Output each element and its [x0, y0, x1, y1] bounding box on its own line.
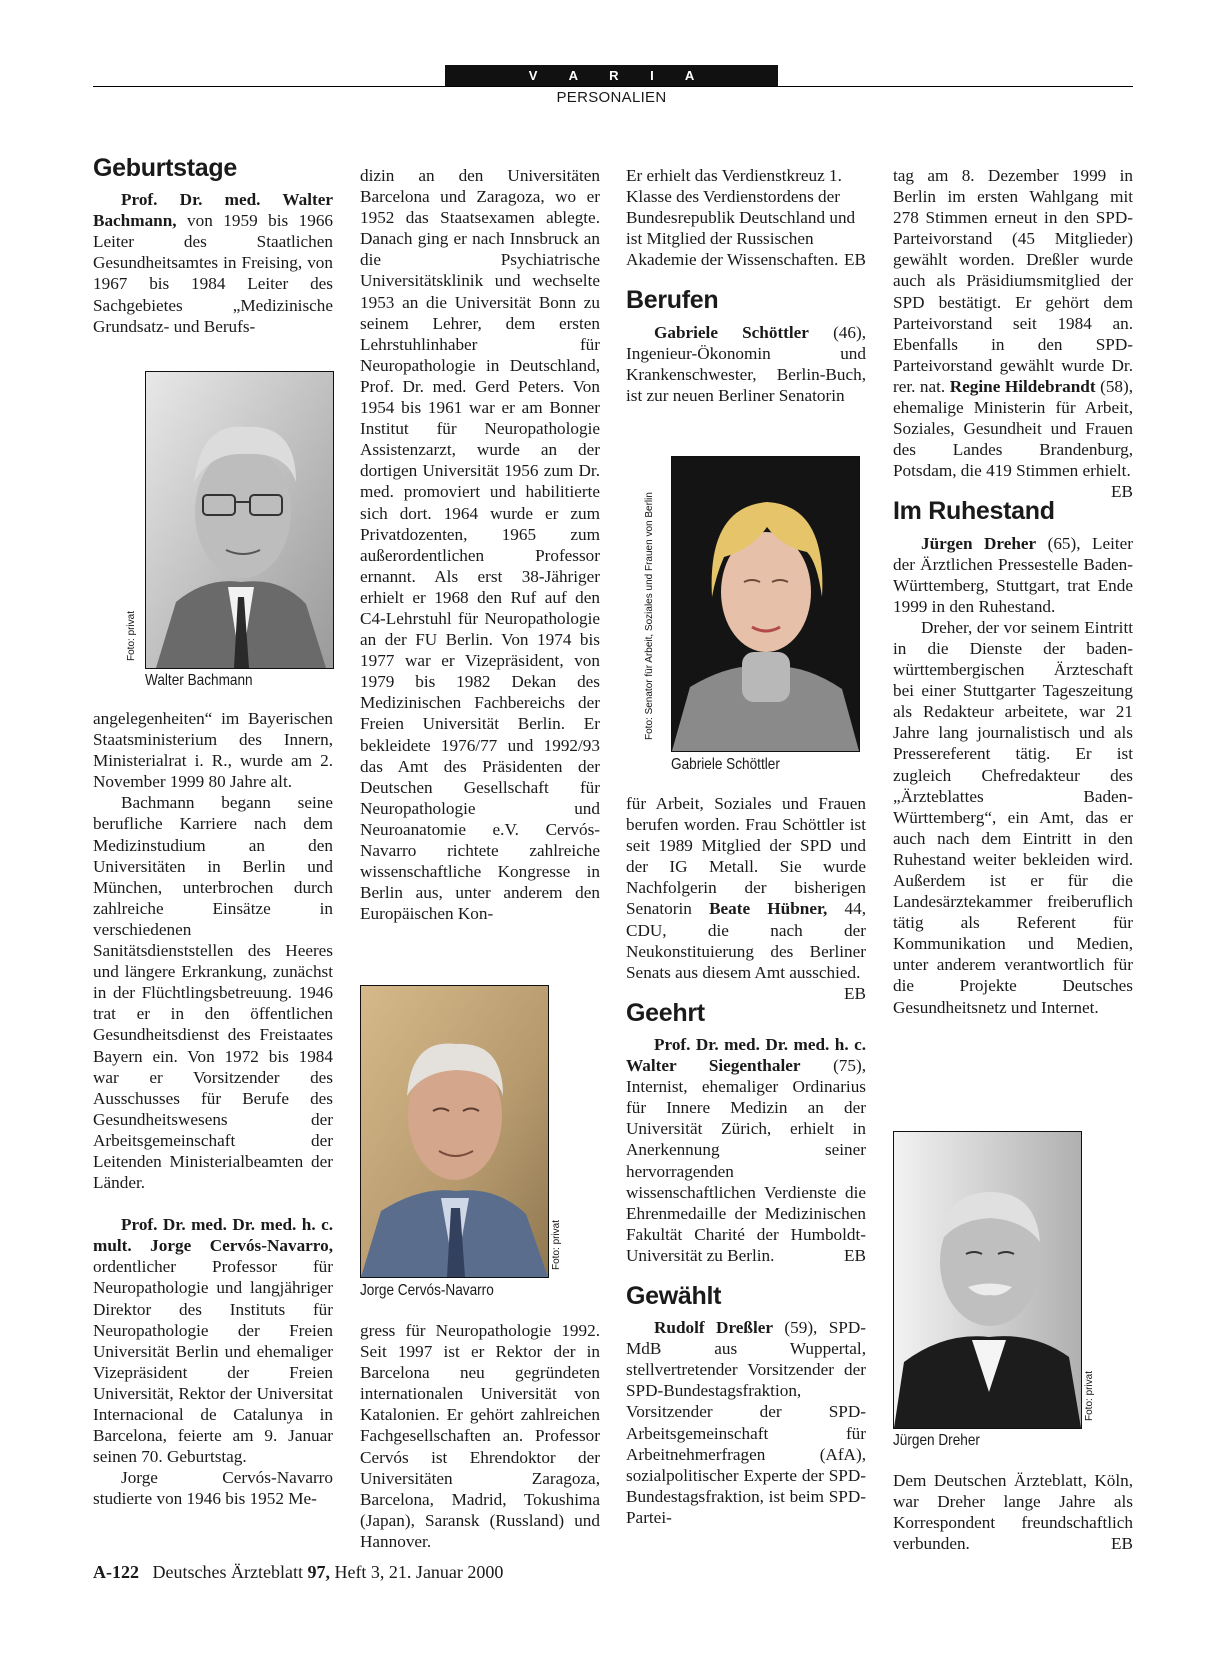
article-cervos-study: Jorge Cervós-Navarro studierte von 1946 bis 1952 Me-: [93, 1468, 333, 1509]
author-initials: EB: [844, 983, 866, 1003]
article-cervos-career: dizin an den Universitäten Barcelona und Zaragoza, wo er 1952 das Staatsexamen ablegte. Danach ging er nach Innsbruck an die Psychiatrische Universitätsklinik und wechselte 1953 an die Universität Bonn zu seinem Lehrer, dem ersten Lehrstuhlinhaber für Neuropathologie in Deutschland, Prof. Dr. med. Gerd Peters. Von 1954 bis 1961 war er am Bonner Institut für Neuropathologie Assistenzarzt, wurde an der dortigen Universität 1956 zum Dr. med. promoviert und habilitierte sich dort. 1964 wurde er zum Privatdozenten, 1965 zum außerordentlichen Professor ernannt. Als erst 38-Jähriger erhielt er 1968 den Ruf auf den C4-Lehrstuhl für Neuropathologie an der FU Berlin. Von 1974 bis 1977 war er Vizepräsident, von 1979 bis 1982 Dekan des Medizinischen Fachbereichs der Freien Universität Berlin. Er bekleidete 1976/77 und 1992/93 das Amt des Präsidenten der Deutschen Gesellschaft für Neuropathologie und Neuroanatomie e.V. Cervós-Navarro richtete zahlreiche wissenschaftliche Kongresse in Berlin aus, unter anderem den Europäischen Kon-: [360, 166, 600, 924]
article-siegenthaler: Prof. Dr. med. Dr. med. h. c. Walter Siegenthaler (75), Internist, ehemaliger Ordinarius für Innere Medizin an der Universität Zürich, erhielt in Anerkennung seiner hervorragenden wissenschaftlichen Verdienste die Ehrenmedaille der Medizinischen Fakultät Charité der Humboldt-Universität zu Berlin. EB: [626, 1034, 866, 1265]
author-initials: EB: [844, 1245, 866, 1265]
author-initials: EB: [844, 250, 866, 270]
article-dressler: Rudolf Dreßler (59), SPD-MdB aus Wuppertal, stellvertretender Vorsitzender der SPD-Bundestagsfraktion, Vorsitzender der SPD-Arbeitsgemeinschaft für Arbeitnehmerfragen (AfA), sozialpolitischer Experte der SPD-Bundestagsfraktion, ist beim SPD-Partei-: [626, 1318, 867, 1527]
journal-name: Deutsches Ärzteblatt: [152, 1562, 303, 1582]
article-cervos-honors: Er erhielt das Verdienstkreuz 1. Klasse des Verdienstordens der Bundesrepublik Deutschland und ist Mitglied der Russischen Akademie der Wissenschaften. EB: [626, 166, 866, 270]
photo-jorge-cervos-navarro: [360, 985, 549, 1278]
photo-credit-dreher: Foto: privat: [1084, 1370, 1095, 1421]
caption-cervos: Jorge Cervós-Navarro: [360, 1282, 494, 1299]
heading-gewaehlt: Gewählt: [626, 1281, 722, 1310]
author-initials: EB: [1111, 482, 1133, 502]
column-1-bottom: [93, 708, 333, 1509]
name-dreher: Jürgen Dreher: [921, 533, 1037, 553]
column-1-top: [93, 154, 334, 337]
article-schoettler-intro: Gabriele Schöttler (46), Ingenieur-Ökonomin und Krankenschwester, Berlin-Buch, ist zur neuen Berliner Senatorin: [626, 322, 866, 405]
article-dreher-closing: Dem Deutschen Ärzteblatt, Köln, war Dreher lange Jahre als Korrespondent freundschaftlich verbunden. EB: [893, 1471, 1133, 1554]
subsection-label: PERSONALIEN: [556, 89, 667, 106]
heading-berufen: Berufen: [626, 286, 719, 315]
name-siegenthaler: Prof. Dr. med. Dr. med. h. c. Walter Siegenthaler: [626, 1034, 866, 1076]
photo-credit-cervos: Foto: privat: [551, 1219, 562, 1270]
photo-juergen-dreher: [893, 1131, 1082, 1429]
caption-dreher: Jürgen Dreher: [893, 1432, 980, 1449]
journal-volume: 97,: [307, 1562, 330, 1582]
name-hildebrandt: Regine Hildebrandt: [949, 376, 1096, 396]
portrait-image: [361, 986, 548, 1277]
article-dreher-intro: Jürgen Dreher (65), Leiter der Ärztlichen Pressestelle Baden-Württemberg, Stuttgart, trat Ende 1999 in den Ruhestand.: [893, 533, 1133, 616]
name-schoettler: Gabriele Schöttler: [654, 322, 809, 342]
portrait-image: [146, 372, 333, 668]
heading-ruhestand: Im Ruhestand: [893, 497, 1055, 526]
article-cervos-intro: Prof. Dr. med. Dr. med. h. c. mult. Jorge Cervós-Navarro, ordentlicher Professor für Neuropathologie und langjähriger Direktor des Instituts für Neuropathologie der Freien Universität Berlin und ehemaliger Vizepräsident der Freien Universität, Rektor der Universitat Internacional de Catalunya in Barcelona, feierte am 9. Januar seinen 70. Geburtstag.: [93, 1215, 333, 1467]
page-number: A-122: [93, 1562, 139, 1582]
portrait-image: [894, 1132, 1081, 1428]
photo-walter-bachmann: [145, 371, 334, 669]
article-dreher-career: Dreher, der vor seinem Eintritt in die Dienste der baden-württembergischen Ärzteschaft bei einer Stuttgarter Tageszeitung als Redakteur arbeitete, war 21 Jahre lang journalistisch und als Pressereferent tätig. Er ist zugleich Chefredakteur des „Ärzteblattes Baden-Württemberg“, ein Amt, das er auch nach dem Eintritt in den Ruhestand weiter bekleiden wird. Außerdem ist er für die Landesärztekammer freiberuflich tätig als Referent für Kommunikation und Medien, unter anderem verantwortlich für die Projekte Deutsches Gesundheitsnetz und Internet.: [893, 617, 1133, 1017]
name-bachmann: Prof. Dr. med. Walter Bachmann,: [93, 190, 333, 231]
caption-schoettler: Gabriele Schöttler: [671, 756, 780, 773]
page-footer: [93, 1562, 503, 1583]
column-2-bottom: [360, 1320, 600, 1552]
article-cervos-cont: gress für Neuropathologie 1992. Seit 1997 ist er Rektor der in Barcelona neu gegründeten internationalen Universität von Katalonien. Er gehört zahlreichen Fachgesellschaften an. Professor Cervós ist Ehrendoktor der Universitäten Zaragoza, Barcelona, Madrid, Tokushima (Japan), Saransk (Russland) und Hannover.: [360, 1321, 600, 1551]
photo-credit-schoettler: Foto: Senator für Arbeit, Soziales und Frauen von Berlin: [644, 492, 655, 740]
heading-geburtstage: Geburtstage: [93, 154, 237, 182]
article-schoettler-cont: für Arbeit, Soziales und Frauen berufen worden. Frau Schöttler ist seit 1989 Mitglied der SPD und der IG Metall. Sie wurde Nachfolgerin der bisherigen Senatorin Beate Hübner, 44, CDU, die nach der Neukonstituierung des Berliner Senats aus diesem Amt ausschied. EB: [626, 794, 867, 1003]
article-bachmann-intro: Prof. Dr. med. Walter Bachmann, von 1959 bis 1966 Leiter des Staatlichen Gesundheitsamtes in Freising, von 1967 bis 1984 Leiter des Sachgebietes „Medizinische Grundsatz- und Berufs-: [93, 190, 334, 336]
column-4-top: [893, 165, 1133, 1018]
column-4-bottom: [893, 1470, 1133, 1554]
portrait-image: [672, 457, 859, 751]
heading-geehrt: Geehrt: [626, 998, 705, 1027]
column-3-top: [626, 165, 866, 406]
author-initials: EB: [1111, 1534, 1133, 1554]
header-rule: [93, 86, 1133, 87]
section-bar: V A R I A: [445, 65, 778, 86]
photo-credit-bachmann: Foto: privat: [126, 610, 137, 661]
caption-bachmann: Walter Bachmann: [145, 672, 253, 689]
column-2-top: [360, 165, 600, 924]
column-3-bottom: [626, 793, 866, 1528]
journal-issue: Heft 3, 21. Januar 2000: [334, 1562, 504, 1582]
name-cervos: Prof. Dr. med. Dr. med. h. c. mult. Jorge Cervós-Navarro,: [93, 1215, 333, 1256]
article-bachmann-cont: angelegenheiten“ im Bayerischen Staatsministerium des Innern, Ministerialrat i. R., wurde am 2. November 1999 80 Jahre alt.: [93, 709, 333, 792]
article-dressler-cont: tag am 8. Dezember 1999 in Berlin im ersten Wahlgang mit 278 Stimmen erneut in den SPD-Parteivorstand (45 Mitglieder) gewählt worden. Dreßler wurde auch als Präsidiumsmitglied der SPD bestätigt. Er gehört dem Parteivorstand seit 1984 an. Ebenfalls in den SPD-Parteivorstand gewählt wurde Dr. rer. nat. Regine Hildebrandt (58), ehemalige Ministerin für Arbeit, Soziales, Gesundheit und Frauen des Landes Brandenburg, Potsdam, die 419 Stimmen erhielt. EB: [893, 166, 1134, 502]
name-huebner: Beate Hübner,: [709, 899, 828, 919]
article-bachmann-career: Bachmann begann seine berufliche Karriere nach dem Medizinstudium an den Universitäten in Berlin und München, unterbrochen durch zahlreiche Einsätze in verschiedenen Sanitätsdienststellen des Heeres und längere Erkrankung, zunächst in der Flüchtlingsbetreuung. 1946 trat er in den öffentlichen Gesundheitsdienst des Freistaates Bayern ein. Von 1972 bis 1984 war er Vorsitzender des Ausschusses für Berufe des Gesundheitswesens der Arbeitsgemeinschaft der Leitenden Ministerialbeamten der Länder.: [93, 793, 333, 1193]
photo-gabriele-schoettler: [671, 456, 860, 752]
name-dressler: Rudolf Dreßler: [654, 1318, 773, 1338]
